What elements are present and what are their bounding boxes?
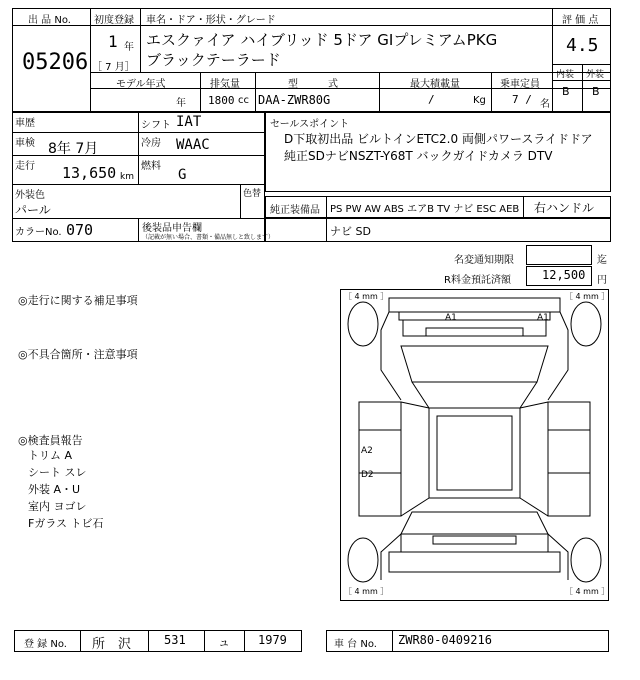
color-no-value: 070	[66, 221, 94, 239]
recycle-label: R料金預託済額	[444, 275, 511, 286]
chassis-value: ZWR80-0409216	[398, 633, 492, 647]
tire-fl-label: ［ 4 mm ］	[344, 292, 389, 301]
exterior-value: B	[592, 85, 600, 98]
model-year-unit: 年	[176, 98, 186, 109]
aftermarket-note: （記載が無い場合、書類・備品無しと致します）	[142, 234, 275, 241]
reg-area: 所 沢	[92, 637, 132, 652]
exterior-label: 外装	[586, 70, 605, 80]
color-label: 外装色	[15, 190, 45, 201]
first-reg-month: ［ 7 月］	[92, 62, 135, 73]
mileage-label: 走行	[15, 161, 35, 172]
interior-label: 内装	[556, 70, 575, 80]
first-reg-label: 初度登録	[94, 15, 134, 26]
damage-mark-d2: D2	[361, 470, 374, 480]
car-name-line2: ブラックテーラード	[146, 51, 281, 69]
max-load-unit: Kg	[473, 95, 486, 106]
capacity-unit: 名	[540, 99, 550, 110]
inspector-item: Fガラス トビ石	[28, 517, 104, 530]
ac-label: 冷房	[141, 138, 161, 149]
reg-class: 531	[164, 633, 186, 647]
car-diagram	[340, 289, 609, 601]
driving-heading: ◎走行に関する補足事項	[18, 294, 138, 307]
recycle-unit: 円	[597, 275, 607, 286]
reg-number: 1979	[258, 633, 287, 647]
tire-rear-left	[348, 538, 378, 582]
lot-number: 05206	[22, 50, 89, 75]
sales-points-line1: D下取初出品 ビルトインETC2.0 両側パワースライドドア	[284, 132, 593, 146]
equipment-label: 純正装備品	[270, 205, 320, 216]
capacity-label: 乗車定員	[500, 79, 540, 90]
max-load-label: 最大積載量	[410, 79, 460, 90]
tire-front-right	[571, 302, 601, 346]
tire-rear-right	[571, 538, 601, 582]
tire-rr-label: ［ 4 mm ］	[565, 587, 610, 596]
fuel-value: G	[178, 167, 187, 183]
shaken-label: 車検	[15, 138, 35, 149]
first-reg-year: 1	[108, 32, 118, 51]
type-value: DAA-ZWR80G	[258, 93, 331, 107]
car-outline	[341, 290, 608, 600]
color-change-label: 色替	[243, 189, 262, 199]
color-no-label: カラーNo.	[15, 227, 62, 238]
aftermarket-label: 後装品申告欄	[142, 223, 202, 234]
color-value: パール	[15, 203, 51, 217]
car-name-line1: エスクァイア ハイブリッド 5ドア GIプレミアムPKG	[146, 31, 498, 49]
damage-mark-a1-left: A1	[445, 313, 457, 323]
inspector-item: シート スレ	[28, 466, 87, 479]
reg-label: 登 録 No.	[24, 639, 67, 650]
lot-label: 出 品 No.	[28, 15, 71, 26]
inspector-item: 外装 A・U	[28, 483, 81, 496]
recycle-value: 12,500	[542, 268, 586, 282]
ac-value: WAAC	[176, 137, 210, 153]
fuel-label: 燃料	[141, 161, 161, 172]
shaken-value: 8年 7月	[48, 141, 99, 157]
displacement-label: 排気量	[210, 79, 240, 90]
inspector-item: 室内 ヨゴレ	[28, 500, 87, 513]
capacity-value: 7 /	[512, 93, 532, 106]
max-load-value: /	[428, 93, 435, 106]
name-change-label: 名変通知期限	[454, 255, 514, 266]
car-name-label: 車名・ドア・形状・グレード	[146, 15, 276, 26]
shift-value: IAT	[176, 114, 202, 130]
score-label: 評 価 点	[562, 15, 599, 26]
aftermarket-row	[265, 218, 611, 242]
inspector-heading: ◎検査員報告	[18, 434, 83, 447]
damage-mark-a2: A2	[361, 446, 373, 456]
reg-kana: ュ	[218, 635, 231, 649]
year-unit: 年	[124, 42, 134, 53]
tire-front-left	[348, 302, 378, 346]
equipment-value: PS PW AW ABS エアB TV ナビ ESC AEB	[330, 204, 520, 215]
sales-points-line2: 純正SDナビNSZT-Y68T バックガイドカメラ DTV	[284, 149, 553, 163]
sales-points-label: セールスポイント	[270, 119, 350, 130]
defects-heading: ◎不具合箇所・注意事項	[18, 348, 138, 361]
displacement-unit: cc	[238, 95, 249, 106]
tire-fr-label: ［ 4 mm ］	[565, 292, 610, 301]
steering-value: 右ハンドル	[534, 201, 595, 215]
damage-mark-a1-right: A1	[537, 313, 549, 323]
tire-rl-label: ［ 4 mm ］	[344, 587, 389, 596]
score-value: 4.5	[566, 35, 599, 56]
name-change-box	[526, 245, 592, 265]
aftermarket-value: ナビ SD	[330, 225, 371, 238]
mileage-unit: km	[120, 172, 134, 182]
inspector-item: トリム A	[28, 449, 73, 462]
inspector-list	[28, 447, 104, 532]
displacement-value: 1800	[208, 94, 235, 107]
interior-value: B	[562, 85, 570, 98]
type-label: 型 式	[288, 79, 338, 90]
model-year-label: モデル年式	[116, 79, 166, 90]
name-change-unit: 迄	[597, 255, 607, 266]
mileage-value: 13,650	[62, 164, 117, 182]
shift-label: シフト	[141, 120, 171, 131]
history-label: 車歴	[15, 118, 35, 129]
chassis-label: 車 台 No.	[334, 639, 377, 650]
